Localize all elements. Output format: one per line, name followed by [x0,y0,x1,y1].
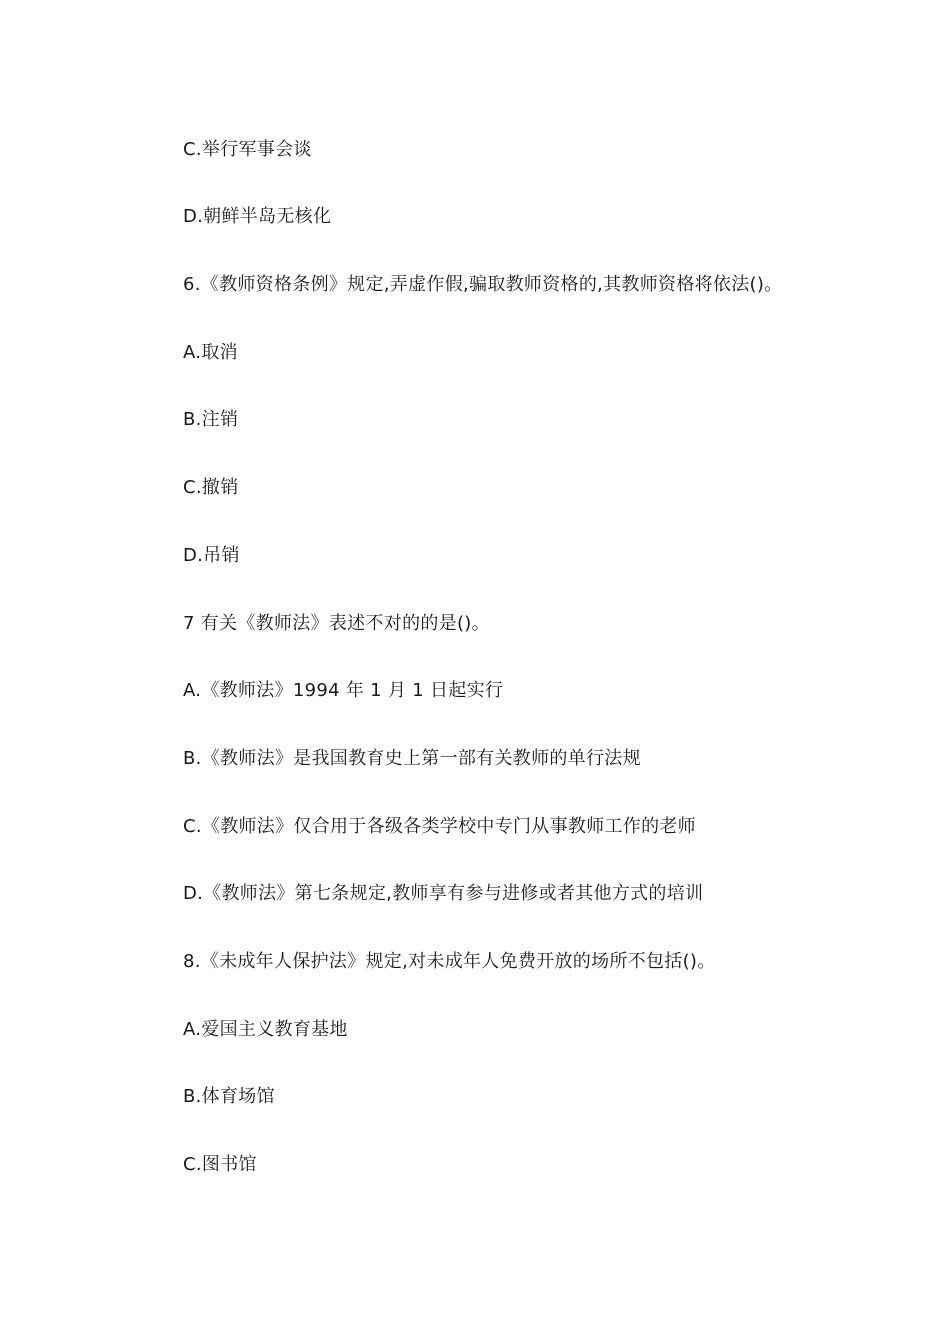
option-c-text: C.举行军事会谈 [183,139,312,160]
question-6-text: 6.《教师资格条例》规定,弄虚作假,骗取教师资格的,其教师资格将依法()。 [183,274,783,295]
question-8-text: 8.《未成年人保护法》规定,对未成年人免费开放的场所不包括()。 [183,951,716,972]
option-c-text: C.《教师法》仅合用于各级各类学校中专门从事教师工作的老师 [183,816,696,837]
option-a-text: A.取消 [183,342,238,363]
option-d-text: D.吊销 [183,545,240,566]
option-a-text: A.《教师法》1994 年 1 月 1 日起实行 [183,680,504,701]
option-d-text: D.朝鲜半岛无核化 [183,206,332,227]
option-b-text: B.体育场馆 [183,1086,275,1107]
option-b-text: B.注销 [183,409,239,430]
option-d-text: D.《教师法》第七条规定,教师享有参与进修或者其他方式的培训 [183,883,704,904]
option-b-text: B.《教师法》是我国教育史上第一部有关教师的单行法规 [183,748,641,769]
question-7-text: 7 有关《教师法》表述不对的的是()。 [183,613,490,634]
option-a-text: A.爱国主义教育基地 [183,1019,348,1040]
option-c-text: C.图书馆 [183,1154,257,1175]
option-c-text: C.撤销 [183,477,239,498]
